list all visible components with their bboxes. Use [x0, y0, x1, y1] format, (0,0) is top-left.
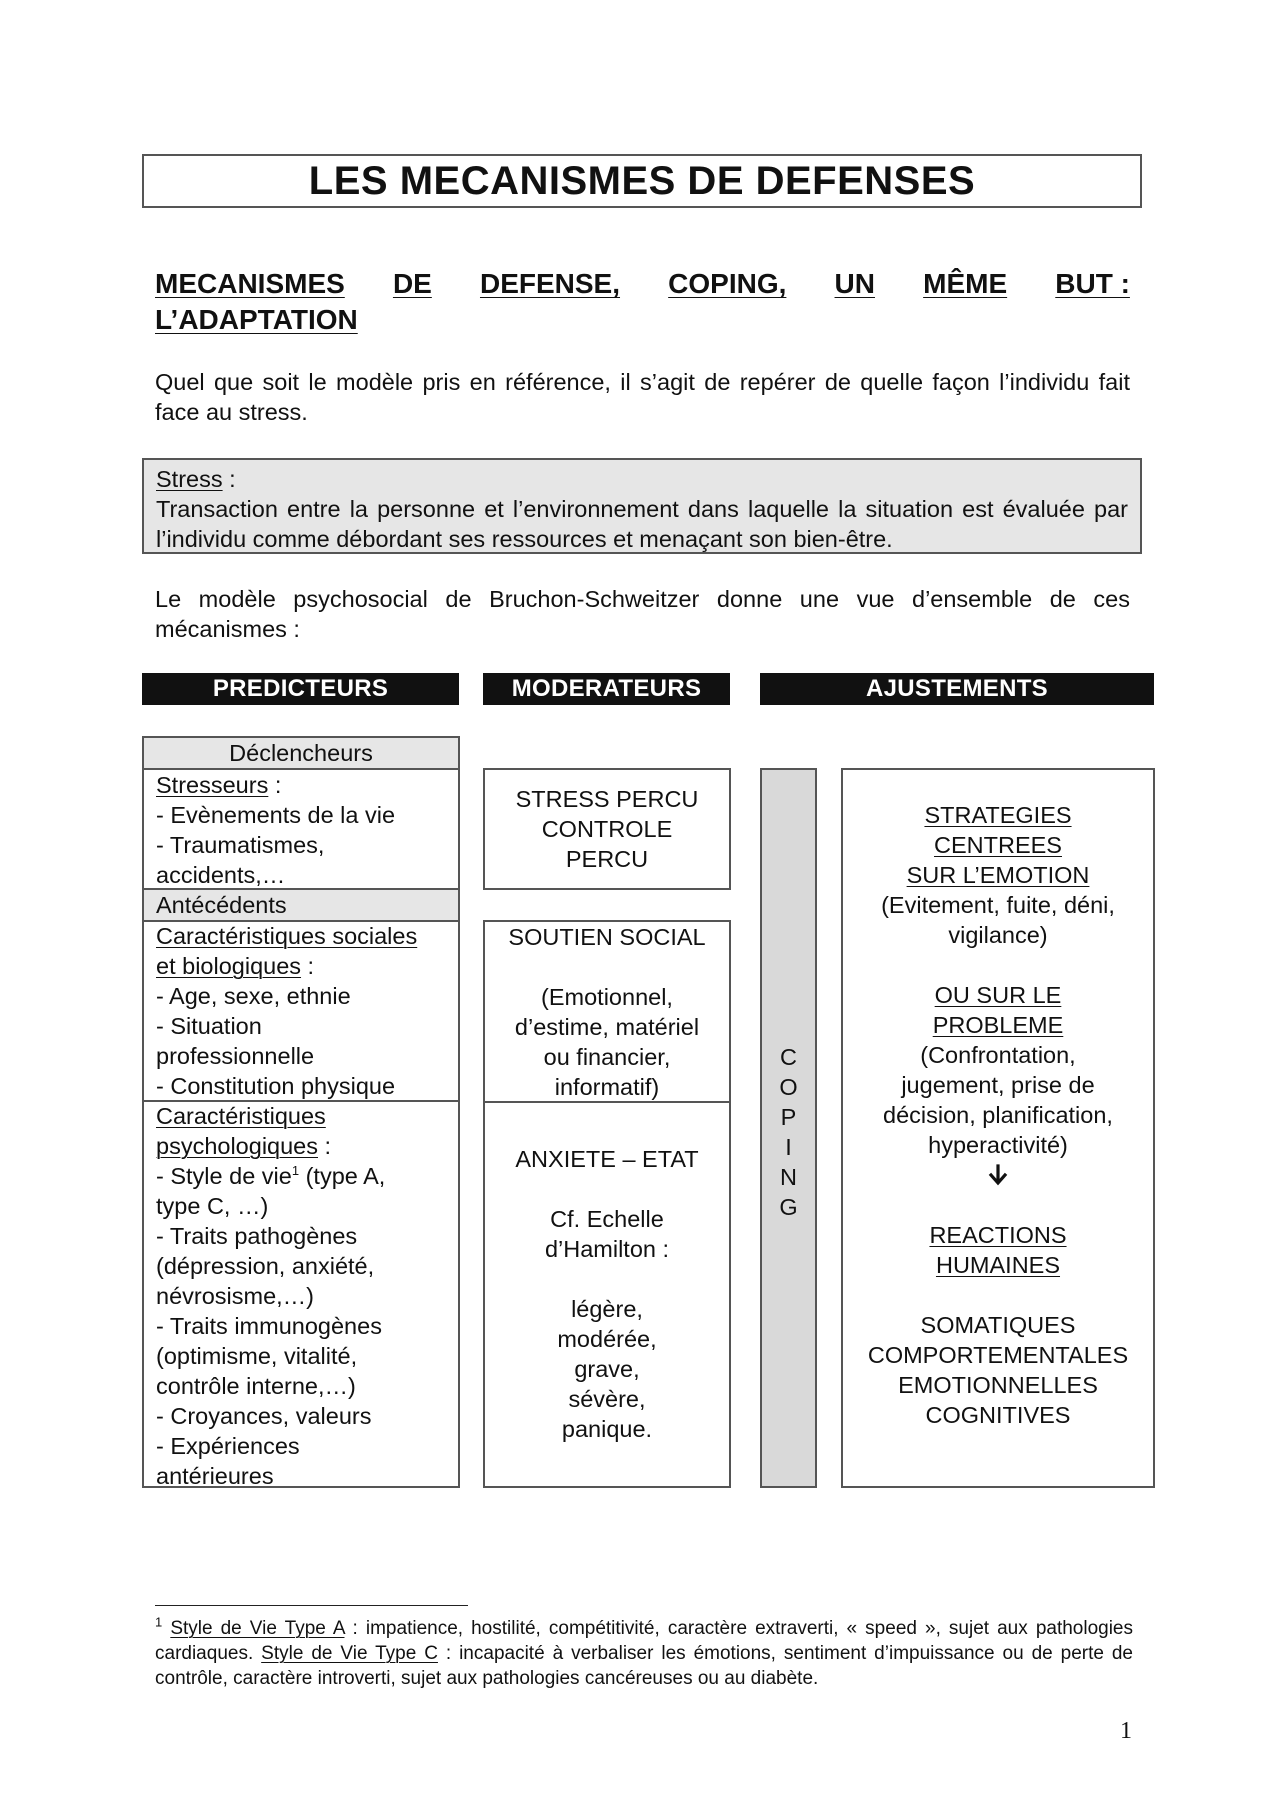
list-item: (dépression, anxiété, [156, 1253, 375, 1279]
footnote-type-c-label: Style de Vie Type C [261, 1643, 438, 1664]
list-item: - Expériences [156, 1433, 300, 1459]
strategy-line: vigilance) [948, 922, 1048, 948]
moderateur-line: PERCU [565, 846, 649, 872]
intro-paragraph: Quel que soit le modèle pris en référence, il s’agit de repérer de quelle façon l’individu fait face au stress. [155, 369, 1130, 425]
list-item: professionnelle [156, 1043, 315, 1069]
page-number: 1 [1120, 1718, 1132, 1744]
style-de-vie-suffix: (type A, [299, 1163, 386, 1189]
footnote-type-a-text: : impatience, hostilité, compétitivité, caractère extraverti, « speed », sujet aux pathologies cardiaques. [155, 1618, 1134, 1664]
heading-word: COPING, [668, 268, 787, 299]
social-title: Caractéristiques sociales [156, 923, 418, 949]
strategy-line: hyperactivité) [928, 1132, 1068, 1158]
list-item: - Traits immunogènes [156, 1313, 382, 1339]
social-title: et biologiques [156, 953, 302, 979]
moderateur-line: STRESS PERCU [515, 786, 699, 812]
coping-letter: C [780, 1044, 797, 1070]
stress-definition-box [142, 458, 1142, 554]
stress-colon: : [222, 466, 236, 492]
coping-bar [760, 768, 817, 1488]
soutien-line: informatif) [554, 1074, 660, 1100]
anxiete-level: légère, [571, 1296, 643, 1322]
section-heading [155, 266, 1130, 338]
list-item: névrosisme,…) [156, 1283, 315, 1309]
psycho-title: Caractéristiques [156, 1103, 326, 1129]
column-header-predicteurs: PREDICTEURS [142, 673, 459, 705]
soutien-line: ou financier, [543, 1044, 671, 1070]
anxiete-level: grave, [574, 1356, 640, 1382]
strategy-title: STRATEGIES [924, 802, 1072, 828]
list-item: - Traumatismes, [156, 832, 325, 858]
coping-letter: P [780, 1104, 797, 1130]
list-item: (optimisme, vitalité, [156, 1343, 358, 1369]
stresseurs-title: Stresseurs [156, 772, 269, 798]
heading-word: UN [834, 268, 875, 299]
soutien-social-block [485, 922, 729, 1102]
anxiete-block [485, 1144, 729, 1444]
strategy-line: jugement, prise de [901, 1072, 1095, 1098]
coping-letter: O [779, 1074, 798, 1100]
footnote-type-a-label: Style de Vie Type A [170, 1618, 345, 1639]
footnote [155, 1616, 1133, 1691]
footnote-reference: 1 [291, 1163, 300, 1179]
list-item: - Age, sexe, ethnie [156, 983, 351, 1009]
divider [485, 1101, 729, 1103]
list-item: - Croyances, valeurs [156, 1403, 372, 1429]
soutien-line: d’estime, matériel [514, 1014, 700, 1040]
coping-letter: I [785, 1134, 792, 1160]
social-block: Caractéristiques sociales et biologiques : - Age, sexe, ethnie - Situation professionnelle - Constitution physique [156, 921, 450, 1101]
anxiete-line: d’Hamilton : [544, 1236, 670, 1262]
heading-word: MÊME [923, 268, 1008, 299]
style-de-vie-label: - Style de vie [156, 1163, 292, 1189]
reaction-item: EMOTIONNELLES [898, 1372, 1098, 1398]
reactions-title: HUMAINES [935, 1252, 1061, 1278]
heading-word: BUT : [1055, 268, 1130, 299]
antecedents-label: Antécédents [144, 890, 458, 920]
list-item: contrôle interne,…) [156, 1373, 356, 1399]
reaction-item: SOMATIQUES [920, 1312, 1076, 1338]
reactions-title: REACTIONS [929, 1222, 1067, 1248]
moderateur-line: CONTROLE [541, 816, 673, 842]
footnote-rule [155, 1605, 468, 1606]
stresseurs-block: Stresseurs : - Evènements de la vie - Traumatismes, accidents,… [156, 770, 450, 890]
ajustements-box [841, 768, 1155, 1488]
strategy-title: SUR L’EMOTION [906, 862, 1090, 888]
list-item: - Traits pathogènes [156, 1223, 358, 1249]
strategy-title: CENTREES [934, 832, 1062, 858]
arrow-down-icon [843, 1160, 1153, 1190]
anxiete-line: Cf. Echelle [550, 1206, 664, 1232]
list-item: - Situation [156, 1013, 262, 1039]
footnote-type-c-text: : incapacité à verbaliser les émotions, sentiment d’impuissance ou de perte de contrôle, caractère introverti, sujet aux pathologies cancéreuses ou au diabète. [155, 1643, 1133, 1689]
list-item: type C, …) [156, 1193, 269, 1219]
coping-letter: N [780, 1164, 797, 1190]
footnote-marker: 1 [155, 1614, 163, 1630]
strategy-line: décision, planification, [883, 1102, 1113, 1128]
soutien-line: (Emotionnel, [541, 984, 673, 1010]
strategy-line: (Evitement, fuite, déni, [881, 892, 1115, 918]
heading-line-2: L’ADAPTATION [155, 304, 358, 335]
anxiete-level: modérée, [557, 1326, 657, 1352]
reaction-item: COGNITIVES [925, 1402, 1071, 1428]
soutien-anxiete-box [483, 920, 731, 1488]
list-item: - Constitution physique [156, 1073, 396, 1099]
anxiete-level: sévère, [568, 1386, 646, 1412]
anxiete-title: ANXIETE – ETAT [515, 1146, 699, 1172]
heading-word: DEFENSE, [479, 268, 621, 299]
reaction-item: COMPORTEMENTALES [867, 1342, 1129, 1368]
predicteurs-box [142, 736, 460, 1488]
heading-word: DE [392, 268, 432, 299]
coping-letter: G [779, 1194, 798, 1220]
list-item: antérieures [156, 1463, 274, 1489]
declencheurs-label: Déclencheurs [144, 738, 458, 768]
stress-definition-text: Transaction entre la personne et l’environnement dans laquelle la situation est évaluée par l’individu comme débordant ses ressources et menaçant son bien-être. [156, 496, 1128, 552]
strategy-line: (Confrontation, [920, 1042, 1076, 1068]
soutien-title: SOUTIEN SOCIAL [508, 924, 706, 950]
psycho-title: psychologiques [156, 1133, 318, 1159]
strategy-title: OU SUR LE [934, 982, 1062, 1008]
psycho-block: Caractéristiques psychologiques : - Style de vie$^1$ (type A, type C, …) - Traits pathogènes (dépression, anxiété, névrosisme,…) - Traits immunogènes (optimisme, vitalité, contrôle interne,…) - Croyances, valeurs - Expériences antérieures [156, 1101, 450, 1491]
stress-percu-box [483, 768, 731, 890]
strategy-title: PROBLEME [932, 1012, 1064, 1038]
column-header-ajustements: AJUSTEMENTS [760, 673, 1154, 705]
model-paragraph: Le modèle psychosocial de Bruchon-Schweitzer donne une vue d’ensemble de ces mécanismes : [155, 586, 1130, 642]
heading-word: MECANISMES [155, 268, 345, 299]
anxiete-level: panique. [561, 1416, 653, 1442]
column-header-moderateurs: MODERATEURS [483, 673, 730, 705]
stress-term: Stress [156, 466, 223, 492]
list-item: - Evènements de la vie [156, 802, 396, 828]
page-title: LES MECANISMES DE DEFENSES [142, 154, 1142, 208]
list-item: accidents,… [156, 862, 286, 888]
